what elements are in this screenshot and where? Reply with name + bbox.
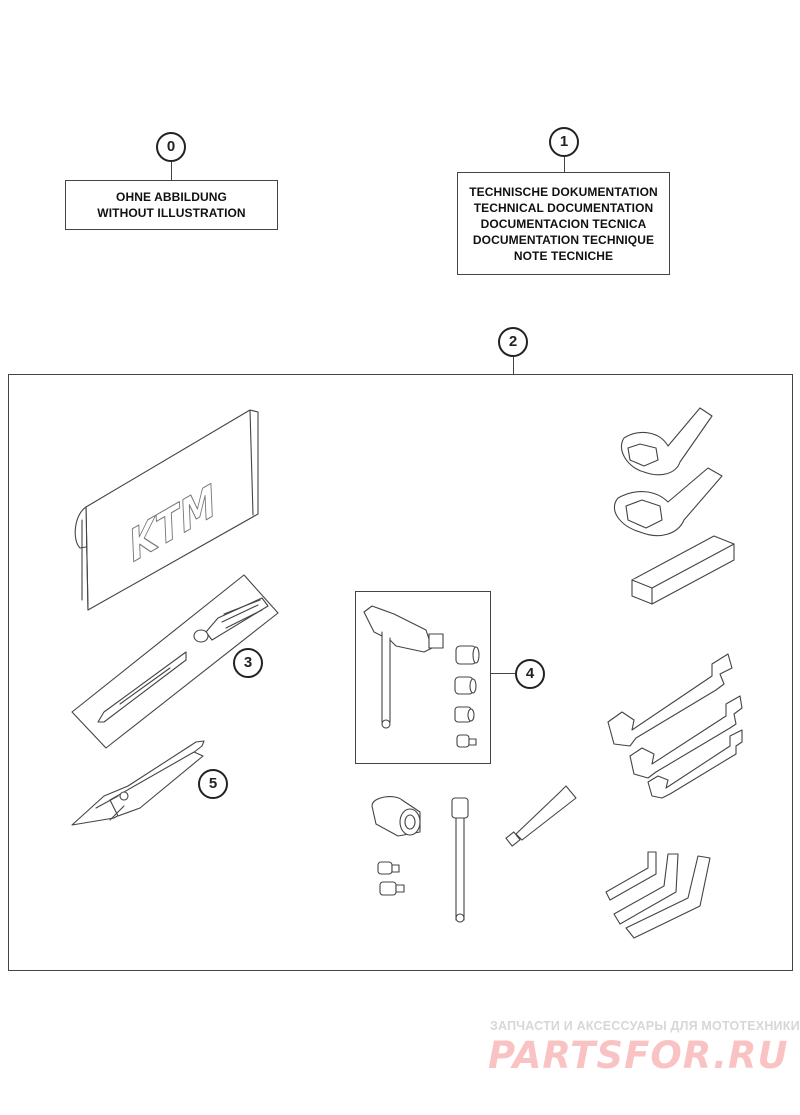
callout-0[interactable]: 0 [156,132,186,162]
socket-bits [455,646,479,747]
extension-bar [452,798,468,922]
callout-3[interactable]: 3 [233,648,263,678]
doc-line-fr: DOCUMENTATION TECHNIQUE [472,232,655,247]
callout-2[interactable]: 2 [498,327,528,357]
l-hex-key [506,786,576,846]
callout-1[interactable]: 1 [549,127,579,157]
label-line-de: OHNE ABBILDUNG [116,190,227,204]
ring-spanner-small [621,408,712,475]
t-handle-allen-key [364,606,443,728]
pliers [72,741,204,825]
hex-key-set [606,852,710,938]
pouch-ktm-logo: KTM [124,474,221,573]
doc-line-en: TECHNICAL DOCUMENTATION [473,200,654,215]
doc-line-de: TECHNISCHE DOKUMENTATION [469,184,658,199]
watermark-caption: ЗАПЧАСТИ И АКСЕССУАРЫ ДЛЯ МОТОТЕХНИКИ [490,1019,800,1033]
leader-4 [491,673,515,674]
callout-5[interactable]: 5 [198,769,228,799]
rubber-block [632,536,734,604]
doc-line-it: NOTE TECNICHE [513,248,614,263]
watermark-logo: PARTSFOR.RU [488,1034,789,1077]
doc-line-es: DOCUMENTACION TECNICA [480,216,647,231]
callout-4[interactable]: 4 [515,659,545,689]
label-line-en: WITHOUT ILLUSTRATION [97,206,246,220]
socket-set [372,797,420,895]
ring-spanner-large [614,468,722,536]
